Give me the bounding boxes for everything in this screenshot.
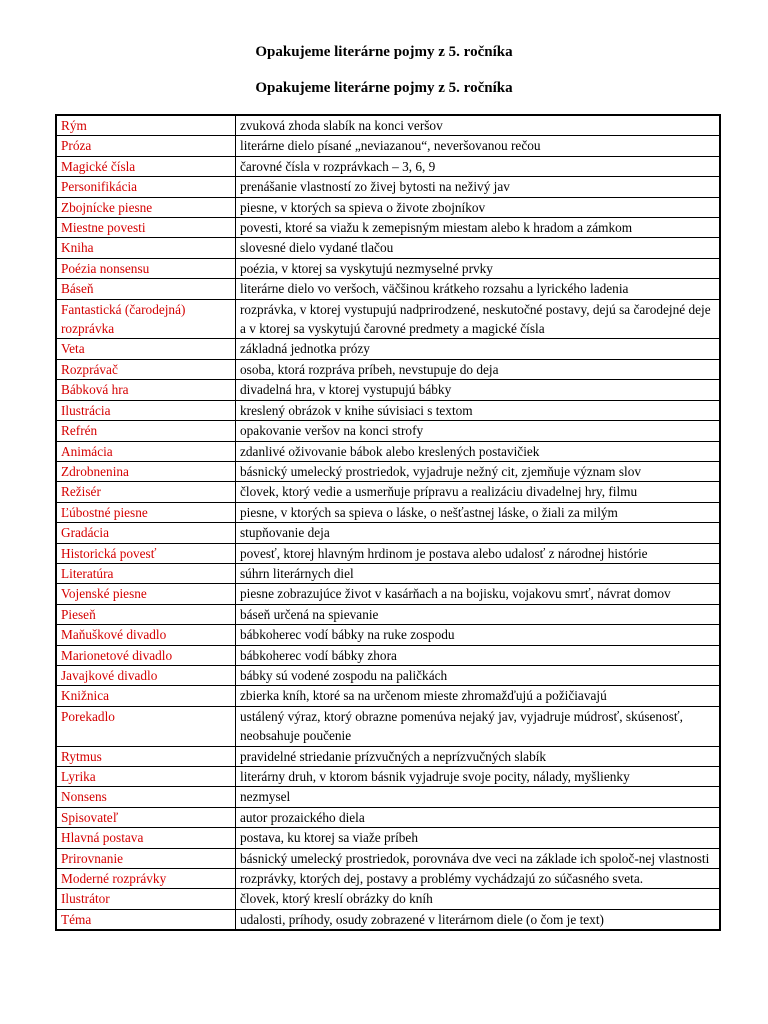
term-cell: Spisovateľ: [56, 807, 236, 827]
table-row: [56, 136, 720, 156]
term-cell: Fantastická (čarodejná) rozprávka: [56, 299, 236, 339]
table-row: [56, 665, 720, 685]
table-row: [56, 706, 720, 746]
term-cell: Magické čísla: [56, 156, 236, 176]
definition-cell: povesť, ktorej hlavným hrdinom je postava alebo udalosť z národnej histórie: [236, 543, 721, 563]
term-cell: Próza: [56, 136, 236, 156]
table-row: [56, 584, 720, 604]
page-title: Opakujeme literárne pojmy z 5. ročníka: [255, 44, 513, 60]
term-cell: Ilustrátor: [56, 889, 236, 909]
definition-cell: súhrn literárnych diel: [236, 563, 721, 583]
definition-cell: opakovanie veršov na konci strofy: [236, 421, 721, 441]
term-cell: Animácia: [56, 441, 236, 461]
table-row: [56, 869, 720, 889]
term-cell: Miestne povesti: [56, 218, 236, 238]
table-row: [56, 543, 720, 563]
term-cell: Lyrika: [56, 767, 236, 787]
definition-cell: divadelná hra, v ktorej vystupujú bábky: [236, 380, 721, 400]
definition-cell: postava, ku ktorej sa viaže príbeh: [236, 828, 721, 848]
term-cell: Porekadlo: [56, 706, 236, 746]
definition-cell: stupňovanie deja: [236, 523, 721, 543]
definition-cell: pravidelné striedanie prízvučných a neprízvučných slabík: [236, 746, 721, 766]
table-row: [56, 787, 720, 807]
definition-cell: ustálený výraz, ktorý obrazne pomenúva nejaký jav, vyjadruje múdrosť, skúsenosť, neobsahuje poučenie: [236, 706, 721, 746]
term-cell: Téma: [56, 909, 236, 930]
table-row: [56, 197, 720, 217]
table-row: [56, 461, 720, 481]
table-row: [56, 502, 720, 522]
definition-cell: zbierka kníh, ktoré sa na určenom mieste zhromažďujú a požičiavajú: [236, 686, 721, 706]
term-cell: Rytmus: [56, 746, 236, 766]
table-row: [56, 177, 720, 197]
definition-cell: zdanlivé oživovanie bábok alebo kreslených postavičiek: [236, 441, 721, 461]
definition-cell: kreslený obrázok v knihe súvisiaci s textom: [236, 400, 721, 420]
term-cell: Maňuškové divadlo: [56, 625, 236, 645]
table-row: [56, 889, 720, 909]
term-cell: Refrén: [56, 421, 236, 441]
definition-cell: rozprávka, v ktorej vystupujú nadprirodzené, neskutočné postavy, dejú sa čarodejné deje a v ktorej sa vyskytujú čarovné predmety a magické čísla: [236, 299, 721, 339]
table-row: [56, 421, 720, 441]
table-row: [56, 625, 720, 645]
definition-cell: piesne, v ktorých sa spieva o živote zbojníkov: [236, 197, 721, 217]
table-row: [56, 848, 720, 868]
definition-cell: nezmysel: [236, 787, 721, 807]
term-cell: Historická povesť: [56, 543, 236, 563]
term-cell: Hlavná postava: [56, 828, 236, 848]
definition-cell: bábky sú vodené zospodu na paličkách: [236, 665, 721, 685]
definition-cell: zvuková zhoda slabík na konci veršov: [236, 115, 721, 136]
term-cell: Rozprávač: [56, 359, 236, 379]
definition-cell: autor prozaického diela: [236, 807, 721, 827]
table-row: [56, 238, 720, 258]
definition-cell: človek, ktorý vedie a usmerňuje prípravu a realizáciu divadelnej hry, filmu: [236, 482, 721, 502]
term-cell: Veta: [56, 339, 236, 359]
term-cell: Literatúra: [56, 563, 236, 583]
table-row: [56, 258, 720, 278]
term-cell: Gradácia: [56, 523, 236, 543]
table-row: [56, 380, 720, 400]
table-row: [56, 359, 720, 379]
term-cell: Personifikácia: [56, 177, 236, 197]
definition-cell: rozprávky, ktorých dej, postavy a problémy vychádzajú zo súčasného sveta.: [236, 869, 721, 889]
table-row: [56, 339, 720, 359]
term-cell: Poézia nonsensu: [56, 258, 236, 278]
definition-cell: báseň určená na spievanie: [236, 604, 721, 624]
definition-cell: slovesné dielo vydané tlačou: [236, 238, 721, 258]
terms-table-body: [56, 115, 720, 930]
term-cell: Ľúbostné piesne: [56, 502, 236, 522]
term-cell: Režisér: [56, 482, 236, 502]
table-row: [56, 645, 720, 665]
term-cell: Zdrobnenina: [56, 461, 236, 481]
definition-cell: čarovné čísla v rozprávkach – 3, 6, 9: [236, 156, 721, 176]
table-row: [56, 523, 720, 543]
definition-cell: básnický umelecký prostriedok, porovnáva dve veci na základe ich spoloč-nej vlastnosti: [236, 848, 721, 868]
term-cell: Ilustrácia: [56, 400, 236, 420]
term-cell: Rým: [56, 115, 236, 136]
term-cell: Prirovnanie: [56, 848, 236, 868]
definition-cell: piesne, v ktorých sa spieva o láske, o nešťastnej láske, o žiali za milým: [236, 502, 721, 522]
table-row: [56, 400, 720, 420]
definition-cell: poézia, v ktorej sa vyskytujú nezmyselné prvky: [236, 258, 721, 278]
definition-cell: udalosti, príhody, osudy zobrazené v literárnom diele (o čom je text): [236, 909, 721, 930]
definition-cell: bábkoherec vodí bábky zhora: [236, 645, 721, 665]
table-row: [56, 686, 720, 706]
term-cell: Pieseň: [56, 604, 236, 624]
definition-cell: literárne dielo písané „neviazanou“, neveršovanou rečou: [236, 136, 721, 156]
page-subtitle: Opakujeme literárne pojmy z 5. ročníka: [255, 80, 513, 96]
term-cell: Javajkové divadlo: [56, 665, 236, 685]
term-cell: Kniha: [56, 238, 236, 258]
term-cell: Knižnica: [56, 686, 236, 706]
definition-cell: básnický umelecký prostriedok, vyjadruje nežný cit, zjemňuje význam slov: [236, 461, 721, 481]
term-cell: Moderné rozprávky: [56, 869, 236, 889]
table-row: [56, 441, 720, 461]
table-row: [56, 482, 720, 502]
definition-cell: bábkoherec vodí bábky na ruke zospodu: [236, 625, 721, 645]
table-row: [56, 115, 720, 136]
definition-cell: osoba, ktorá rozpráva príbeh, nevstupuje do deja: [236, 359, 721, 379]
definition-cell: základná jednotka prózy: [236, 339, 721, 359]
table-row: [56, 156, 720, 176]
definition-cell: človek, ktorý kreslí obrázky do kníh: [236, 889, 721, 909]
table-row: [56, 767, 720, 787]
definition-cell: piesne zobrazujúce život v kasárňach a na bojisku, vojakovu smrť, návrat domov: [236, 584, 721, 604]
definition-cell: prenášanie vlastností zo živej bytosti na neživý jav: [236, 177, 721, 197]
term-cell: Marionetové divadlo: [56, 645, 236, 665]
table-row: [56, 279, 720, 299]
table-row: [56, 604, 720, 624]
definition-cell: povesti, ktoré sa viažu k zemepisným miestam alebo k hradom a zámkom: [236, 218, 721, 238]
definition-cell: literárny druh, v ktorom básnik vyjadruje svoje pocity, nálady, myšlienky: [236, 767, 721, 787]
table-row: [56, 828, 720, 848]
term-cell: Zbojnícke piesne: [56, 197, 236, 217]
term-cell: Báseň: [56, 279, 236, 299]
table-row: [56, 218, 720, 238]
table-row: [56, 563, 720, 583]
term-cell: Vojenské piesne: [56, 584, 236, 604]
term-cell: Bábková hra: [56, 380, 236, 400]
table-row: [56, 807, 720, 827]
terms-table: [55, 114, 721, 931]
table-row: [56, 909, 720, 930]
table-row: [56, 299, 720, 339]
definition-cell: literárne dielo vo veršoch, väčšinou krátkeho rozsahu a lyrického ladenia: [236, 279, 721, 299]
term-cell: Nonsens: [56, 787, 236, 807]
table-row: [56, 746, 720, 766]
